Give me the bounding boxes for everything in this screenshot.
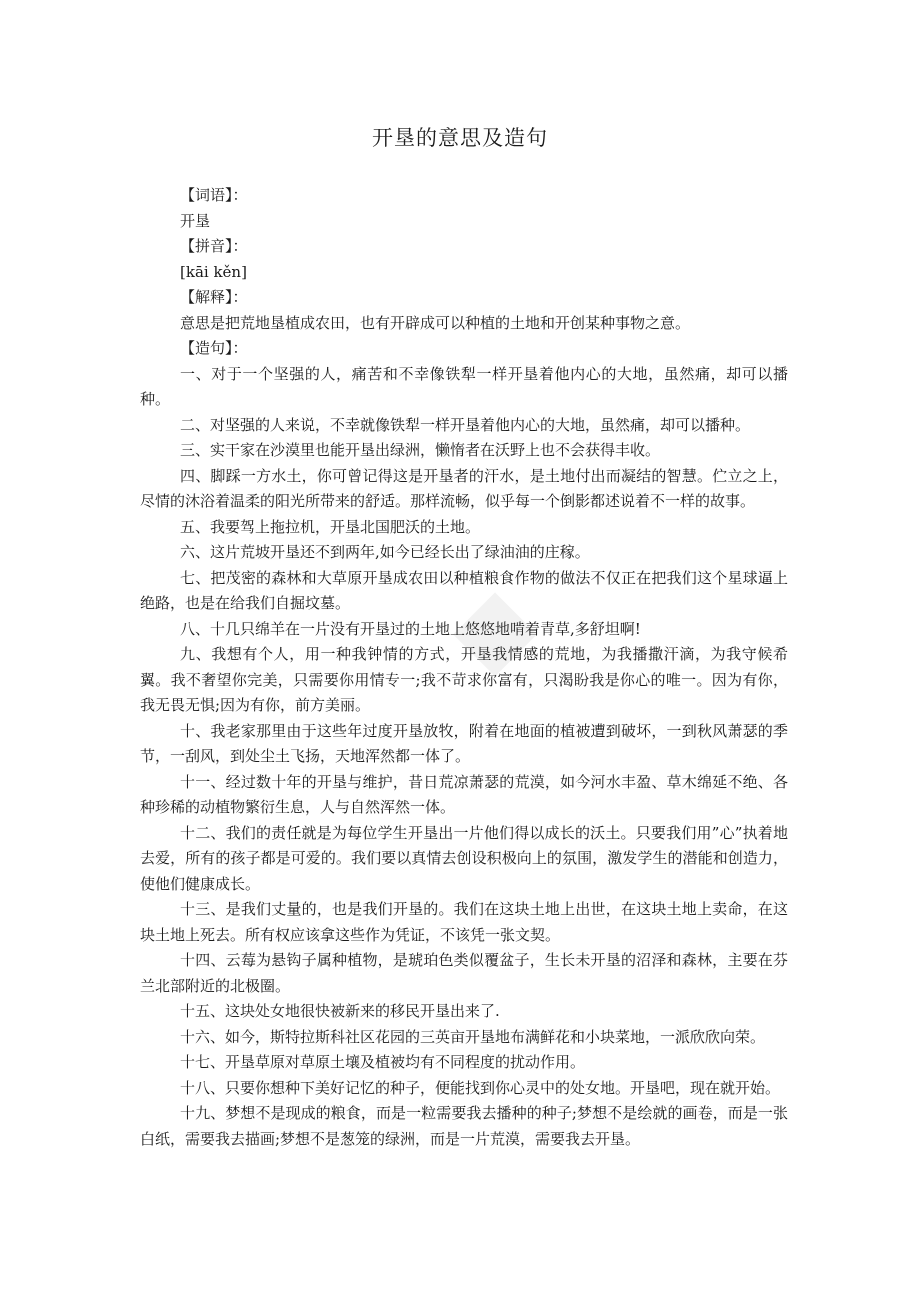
sentence-item: 十一、经过数十年的开垦与维护，昔日荒凉萧瑟的荒漠，如今河水丰盈、草木绵延不绝、各种珍稀的动植物繁衍生息，人与自然浑然一体。: [140, 772, 788, 816]
document-body: [140, 183, 788, 1152]
sentence-item: 一、对于一个坚强的人，痛苦和不幸像铁犁一样开垦着他内心的大地，虽然痛，却可以播种。: [140, 364, 788, 408]
sentence-item: 五、我要驾上拖拉机，开垦北国肥沃的土地。: [180, 517, 481, 536]
sentence-item: 十五、这块处女地很快被新来的移民开垦出来了.: [180, 1002, 500, 1020]
sentence-item: 二、对坚强的人来说，不幸就像铁犁一样开垦着他内心的大地，虽然痛，却可以播种。: [180, 415, 751, 434]
sentence-item: 十七、开垦草原对草原土壤及植被均有不同程度的扰动作用。: [180, 1053, 586, 1071]
sentence-item: 十九、梦想不是现成的粮食，而是一粒需要我去播种的种子;梦想不是绘就的画卷，而是一张白纸，需要我去描画;梦想不是葱笼的绿洲，而是一片荒漠，需要我去开垦。: [140, 1104, 788, 1148]
explain-label: 【解释】：: [180, 288, 248, 306]
sentence-item: 十六、如今，斯特拉斯科社区花园的三英亩开垦地布满鲜花和小块菜地，一派欣欣向荣。: [180, 1027, 766, 1046]
page-title: 开垦的意思及造句: [372, 126, 548, 150]
sentence-item: 四、脚踩一方水土，你可曾记得这是开垦者的汗水，是土地付出而凝结的智慧。伫立之上，尽情的沐浴着温柔的阳光所带来的舒适。那样流畅，似乎每一个倒影都述说着不一样的故事。: [140, 466, 788, 510]
sentence-item: 九、我想有个人，用一种我钟情的方式，开垦我情感的荒地，为我播撒汗滴，为我守候希翼。我不奢望你完美，只需要你用情专一;我不苛求你富有，只渴盼我是你心的唯一。因为有你，我无畏无惧;因为有你，前方美丽。: [140, 645, 788, 714]
sentence-item: 七、把茂密的森林和大草原开垦成农田以种植粮食作物的做法不仅正在把我们这个星球逼上绝路，也是在给我们自掘坟墓。: [140, 568, 788, 612]
word-value: 开垦: [180, 211, 211, 230]
sentence-item: 三、实干家在沙漠里也能开垦出绿洲，懒惰者在沃野上也不会获得丰收。: [180, 441, 661, 459]
sentence-item: 十八、只要你想种下美好记忆的种子，便能找到你心灵中的处女地。开垦吧，现在就开始。: [180, 1078, 781, 1097]
sentence-item: 十二、我们的责任就是为每位学生开垦出一片他们得以成长的沃土。只要我们用”心”执着地去爱，所有的孩子都是可爱的。我们要以真情去创设积极向上的氛围，激发学生的潜能和创造力，使他们健康成长。: [140, 823, 788, 893]
word-label: 【词语】：: [180, 186, 248, 204]
explain-value: 意思是把荒地垦植成农田，也有开辟成可以种植的土地和开创某种事物之意。: [180, 313, 691, 332]
sentence-item: 八、十几只绵羊在一片没有开垦过的土地上悠悠地啃着青草,多舒坦啊!: [180, 619, 641, 638]
watermark-logo: ◆: [452, 561, 538, 689]
sentence-item: 十、我老家那里由于这些年过度开垦放牧，附着在地面的植被遭到破坏，一到秋风萧瑟的季节，一刮风，到处尘土飞扬，天地浑然都一体了。: [140, 721, 788, 765]
pinyin-value: [kāi kěn]: [180, 262, 247, 281]
sentence-item: 十四、云莓为悬钩子属种植物，是琥珀色类似覆盆子，生长未开垦的沼泽和森林，主要在芬兰北部附近的北极圈。: [140, 951, 788, 995]
pinyin-label: 【拼音】：: [180, 237, 248, 255]
sentences-label: 【造句】：: [180, 339, 248, 357]
sentence-item: 十三、是我们丈量的，也是我们开垦的。我们在这块土地上出世，在这块土地上卖命，在这块土地上死去。所有权应该拿这些作为凭证，不该凭一张文契。: [140, 900, 788, 944]
sentence-item: 六、这片荒坡开垦还不到两年,如今已经长出了绿油油的庄稼。: [180, 543, 590, 561]
